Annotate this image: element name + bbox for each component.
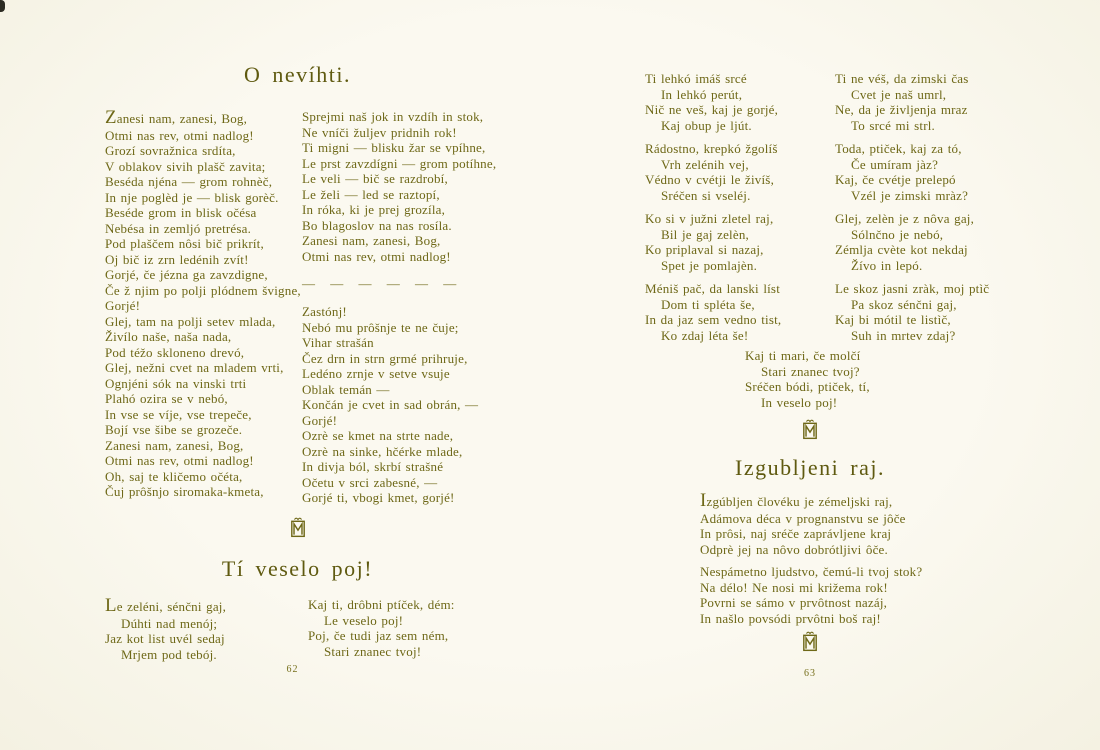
poem-line: Beséde grom in blisk očésa — [105, 205, 257, 221]
poem-line: Gorjé ti, vbogi kmet, gorjé! — [302, 490, 455, 505]
poem-line: Nebésa in zemljó pretrésa. — [105, 220, 252, 236]
poem-line: Bojí vse šibe se grozeče. — [105, 422, 243, 438]
poem-line: Povrni se sámo v prvôtnost nazáj, — [700, 595, 888, 610]
publisher-monogram-icon — [801, 630, 819, 653]
right-page — [550, 0, 1100, 750]
poem-line: Adámova déca v prognanstvu se jôče — [700, 510, 906, 526]
final-stanza — [745, 348, 925, 410]
poem-line: Sprejmi naš jok in vzdíh in stok, — [302, 109, 484, 124]
poem-line: Kaj ti, drôbni ptíček, dém: — [308, 597, 455, 612]
poem-column-2 — [302, 109, 512, 506]
poem-title-o-nevihti: O nevíhti. — [244, 62, 351, 87]
poem-line: Védno v cvétji le živíš, — [645, 172, 775, 187]
ornament-left-page — [100, 516, 495, 544]
poem-line: Vrh zelénih vej, — [661, 156, 749, 172]
poem-line: Kaj obup je ljút. — [661, 117, 752, 133]
page-number-right: 63 — [804, 668, 816, 679]
poem-line: Mrjem pod tebój. — [121, 646, 217, 662]
poem-line: Gorjé! — [302, 412, 338, 428]
poem-line: Pa skoz sénčni gaj, — [851, 296, 957, 312]
poem-line: Kaj ti mari, če molčí — [745, 348, 861, 363]
poem-line: Glej, zelèn je z nôva gaj, — [835, 211, 975, 226]
poem-line: Živílo naše, naša nada, — [105, 329, 232, 345]
poem-line: Ozrè se kmet na strte nade, — [302, 428, 454, 443]
poem-line: Oblak temán — — [302, 381, 390, 397]
ti-veselo-poj-left-stanza — [105, 597, 295, 662]
poem-line: Le želi — led se raztopí, — [302, 186, 440, 202]
poem-line: In vse se víje, vse trepeče, — [105, 406, 252, 422]
poem-line: Ti lehkó imáš srcé — [645, 71, 747, 86]
poem-line: Ozrè na sinke, hčérke mlade, — [302, 443, 463, 459]
poem-line: Žívo in lepó. — [851, 257, 923, 273]
stanza — [645, 141, 830, 203]
poem-line: Če ž njim po polji plódnem švigne, — [105, 282, 301, 298]
poem-line: Jaz kot list uvél sedaj — [105, 631, 225, 647]
poem-line: Stari znanec tvoj? — [761, 363, 860, 379]
poem-line: Suh in mrtev zdaj? — [851, 327, 956, 343]
poem-line: Ko priplaval si nazaj, — [645, 242, 764, 257]
poem-line: Zanesi nam, zanesi, Bog, — [105, 107, 248, 128]
poem-line: Čuj prôšnjo siromaka-kmeta, — [105, 484, 264, 500]
poem-line: In prôsi, naj sréče zaprávljene kraj — [700, 526, 892, 542]
poem-line: Ti ne véš, da zimski čas — [835, 71, 969, 86]
poem-line: Otmi nas rev, otmi nadlog! — [105, 127, 254, 143]
poem-line: Ti migni — blisku žar se vpíhne, — [302, 140, 486, 155]
poem-line: Toda, ptiček, kaj za tó, — [835, 141, 962, 156]
poem-line: Vzél je zimski mràz? — [851, 187, 969, 203]
poem-line: Nespámetno ljudstvo, čemú-li tvoj stok? — [700, 564, 923, 579]
stanza — [645, 281, 830, 343]
poem-line: Ne vníči žuljev pridnih rok! — [302, 124, 457, 140]
ornament-right-page-mid — [645, 418, 975, 446]
poem-line: In lehkó perút, — [661, 86, 743, 102]
poem-line: Le prst zavzdígni — grom potíhne, — [302, 155, 497, 171]
poem-line: Zémlja cvète kot nekdaj — [835, 242, 968, 257]
poem-line: Kaj, če cvétje prelepó — [835, 172, 956, 187]
izgubljeni-raj-stanza-1 — [700, 492, 1000, 557]
poem-line: Pod plaščem nôsi bič prikrít, — [105, 236, 264, 252]
poem-line: Grozí sovražnica srdíta, — [105, 143, 236, 159]
poem-line: Sréčen bódi, ptiček, tí, — [745, 379, 870, 394]
poem-line: Oh, saj te kličemo očéta, — [105, 468, 243, 484]
poem-column-2-part1 — [302, 109, 512, 264]
poem-line: In róka, ki je prej grozíla, — [302, 202, 446, 217]
poem-line: Rádostno, krepkó žgolíš — [645, 141, 778, 156]
page-number-left: 62 — [286, 664, 299, 675]
poem-line: Glej, nežni cvet na mladem vrti, — [105, 360, 284, 376]
stanza — [835, 281, 1030, 343]
continuation-right-column — [835, 71, 1030, 351]
publisher-monogram-icon — [289, 516, 307, 539]
izgubljeni-raj-stanza-2 — [700, 564, 1000, 626]
poem-line: In našlo povsódi prvôtni boš raj! — [700, 610, 881, 626]
continuation-left-column — [645, 71, 830, 351]
poem-line: V oblakov sivih plašč zavita; — [105, 158, 266, 174]
poem-line: Čez drn in strn grmé prihruje, — [302, 350, 468, 366]
stanza — [645, 211, 830, 273]
poem-line: Ognjéni sók na vinski trti — [105, 375, 247, 391]
poem-line: Cvet je naš umrl, — [851, 86, 947, 102]
poem-line: Méniš pač, da lanski líst — [645, 281, 781, 296]
poem-line: Če umíram jàz? — [851, 156, 939, 172]
poem-line: Plahó ozira se v nebó, — [105, 391, 228, 407]
poem-line: Otmi nas rev, otmi nadlog! — [105, 453, 254, 469]
stanza — [835, 211, 1030, 273]
poem-line: Kaj bi mótil te listìč, — [835, 312, 951, 327]
poem-line: Le veli — bič se razdrobí, — [302, 171, 448, 186]
poem-line: Le skoz jasni zràk, moj ptìč — [835, 281, 990, 296]
poem-line: Ledéno zrnje v setve vsuje — [302, 366, 450, 381]
poem-line: Le zeléni, sénčni gaj, — [105, 595, 227, 616]
poem-line: Na délo! Ne nosi mi križema rok! — [700, 579, 888, 595]
ti-veselo-poj-right-stanza — [308, 597, 508, 659]
poem-line: Dom ti spléta še, — [661, 296, 755, 312]
poem-line: In divja ból, skrbí strašné — [302, 459, 444, 474]
poem-title-izgubljeni-raj: Izgubljeni raj. — [735, 455, 885, 480]
poem-line: Dúhti nad menój; — [121, 615, 218, 631]
poem-line: Glej, tam na polji setev mlada, — [105, 313, 276, 329]
poem-line: Sólnčno je nebó, — [851, 226, 944, 242]
poem-line: Očetu v srci zabesné, — — [302, 474, 438, 490]
poem-line: Izgúbljen človéku je zémeljski raj, — [700, 490, 893, 511]
stanza-divider: — — — — — — — [302, 276, 458, 291]
stanza — [835, 141, 1030, 203]
poem-line: Oj bič iz zrn ledénih zvít! — [105, 251, 249, 267]
poem-line: Pod téžo skloneno drevó, — [105, 344, 245, 360]
poem-line: Stari znanec tvoj! — [324, 643, 422, 659]
poem-line: Odprè jej na nôvo dobrótljivi ôče. — [700, 541, 888, 557]
poem-line: Beséda njéna — grom rohnèč, — [105, 174, 273, 190]
poem-line: Otmi nas rev, otmi nadlog! — [302, 248, 451, 264]
poem-line: Gorjé! — [105, 298, 141, 314]
poem-title-ti-veselo-poj: Tí veselo poj! — [221, 556, 374, 581]
poem-line: Spet je pomlajèn. — [661, 257, 758, 273]
poem-line: To srcé mi strl. — [851, 117, 935, 133]
poem-line: Gorjé, če jézna ga zavzdigne, — [105, 267, 268, 283]
poem-line: Bil je gaj zelèn, — [661, 226, 749, 242]
poem-line: Sréčen si vseléj. — [661, 187, 751, 203]
poem-line: Le veselo poj! — [324, 612, 404, 628]
poem-line: In nje poglèd je — blisk gorèč. — [105, 189, 279, 205]
poem-line: Končán je cvet in sad obrán, — — [302, 397, 479, 412]
poem-line: Nebó mu prôšnje te ne čuje; — [302, 319, 459, 335]
poem-column-2-part2 — [302, 304, 512, 506]
stanza — [645, 71, 830, 133]
poem-line: Ko zdaj léta še! — [661, 327, 749, 343]
poem-column-1 — [105, 109, 300, 500]
poem-line: Zanesi nam, zanesi, Bog, — [105, 437, 244, 453]
stanza — [835, 71, 1030, 133]
poem-line: Zastónj! — [302, 304, 347, 319]
poem-line: Poj, če tudi jaz sem ném, — [308, 628, 449, 643]
poem-line: Ne, da je življenja mraz — [835, 102, 968, 117]
poem-line: Nič ne veš, kaj je gorjé, — [645, 102, 779, 117]
poem-line: Zanesi nam, zanesi, Bog, — [302, 233, 441, 248]
ornament-right-page-bottom — [645, 630, 975, 658]
poem-line: Vihar strašán — [302, 335, 374, 350]
publisher-monogram-icon — [801, 418, 819, 441]
poem-line: Bo blagoslov na nas rosíla. — [302, 217, 452, 233]
poem-line: Ko si v južni zletel raj, — [645, 211, 774, 226]
poem-line: In da jaz sem vedno tist, — [645, 312, 782, 327]
poem-line: In veselo poj! — [761, 394, 838, 410]
